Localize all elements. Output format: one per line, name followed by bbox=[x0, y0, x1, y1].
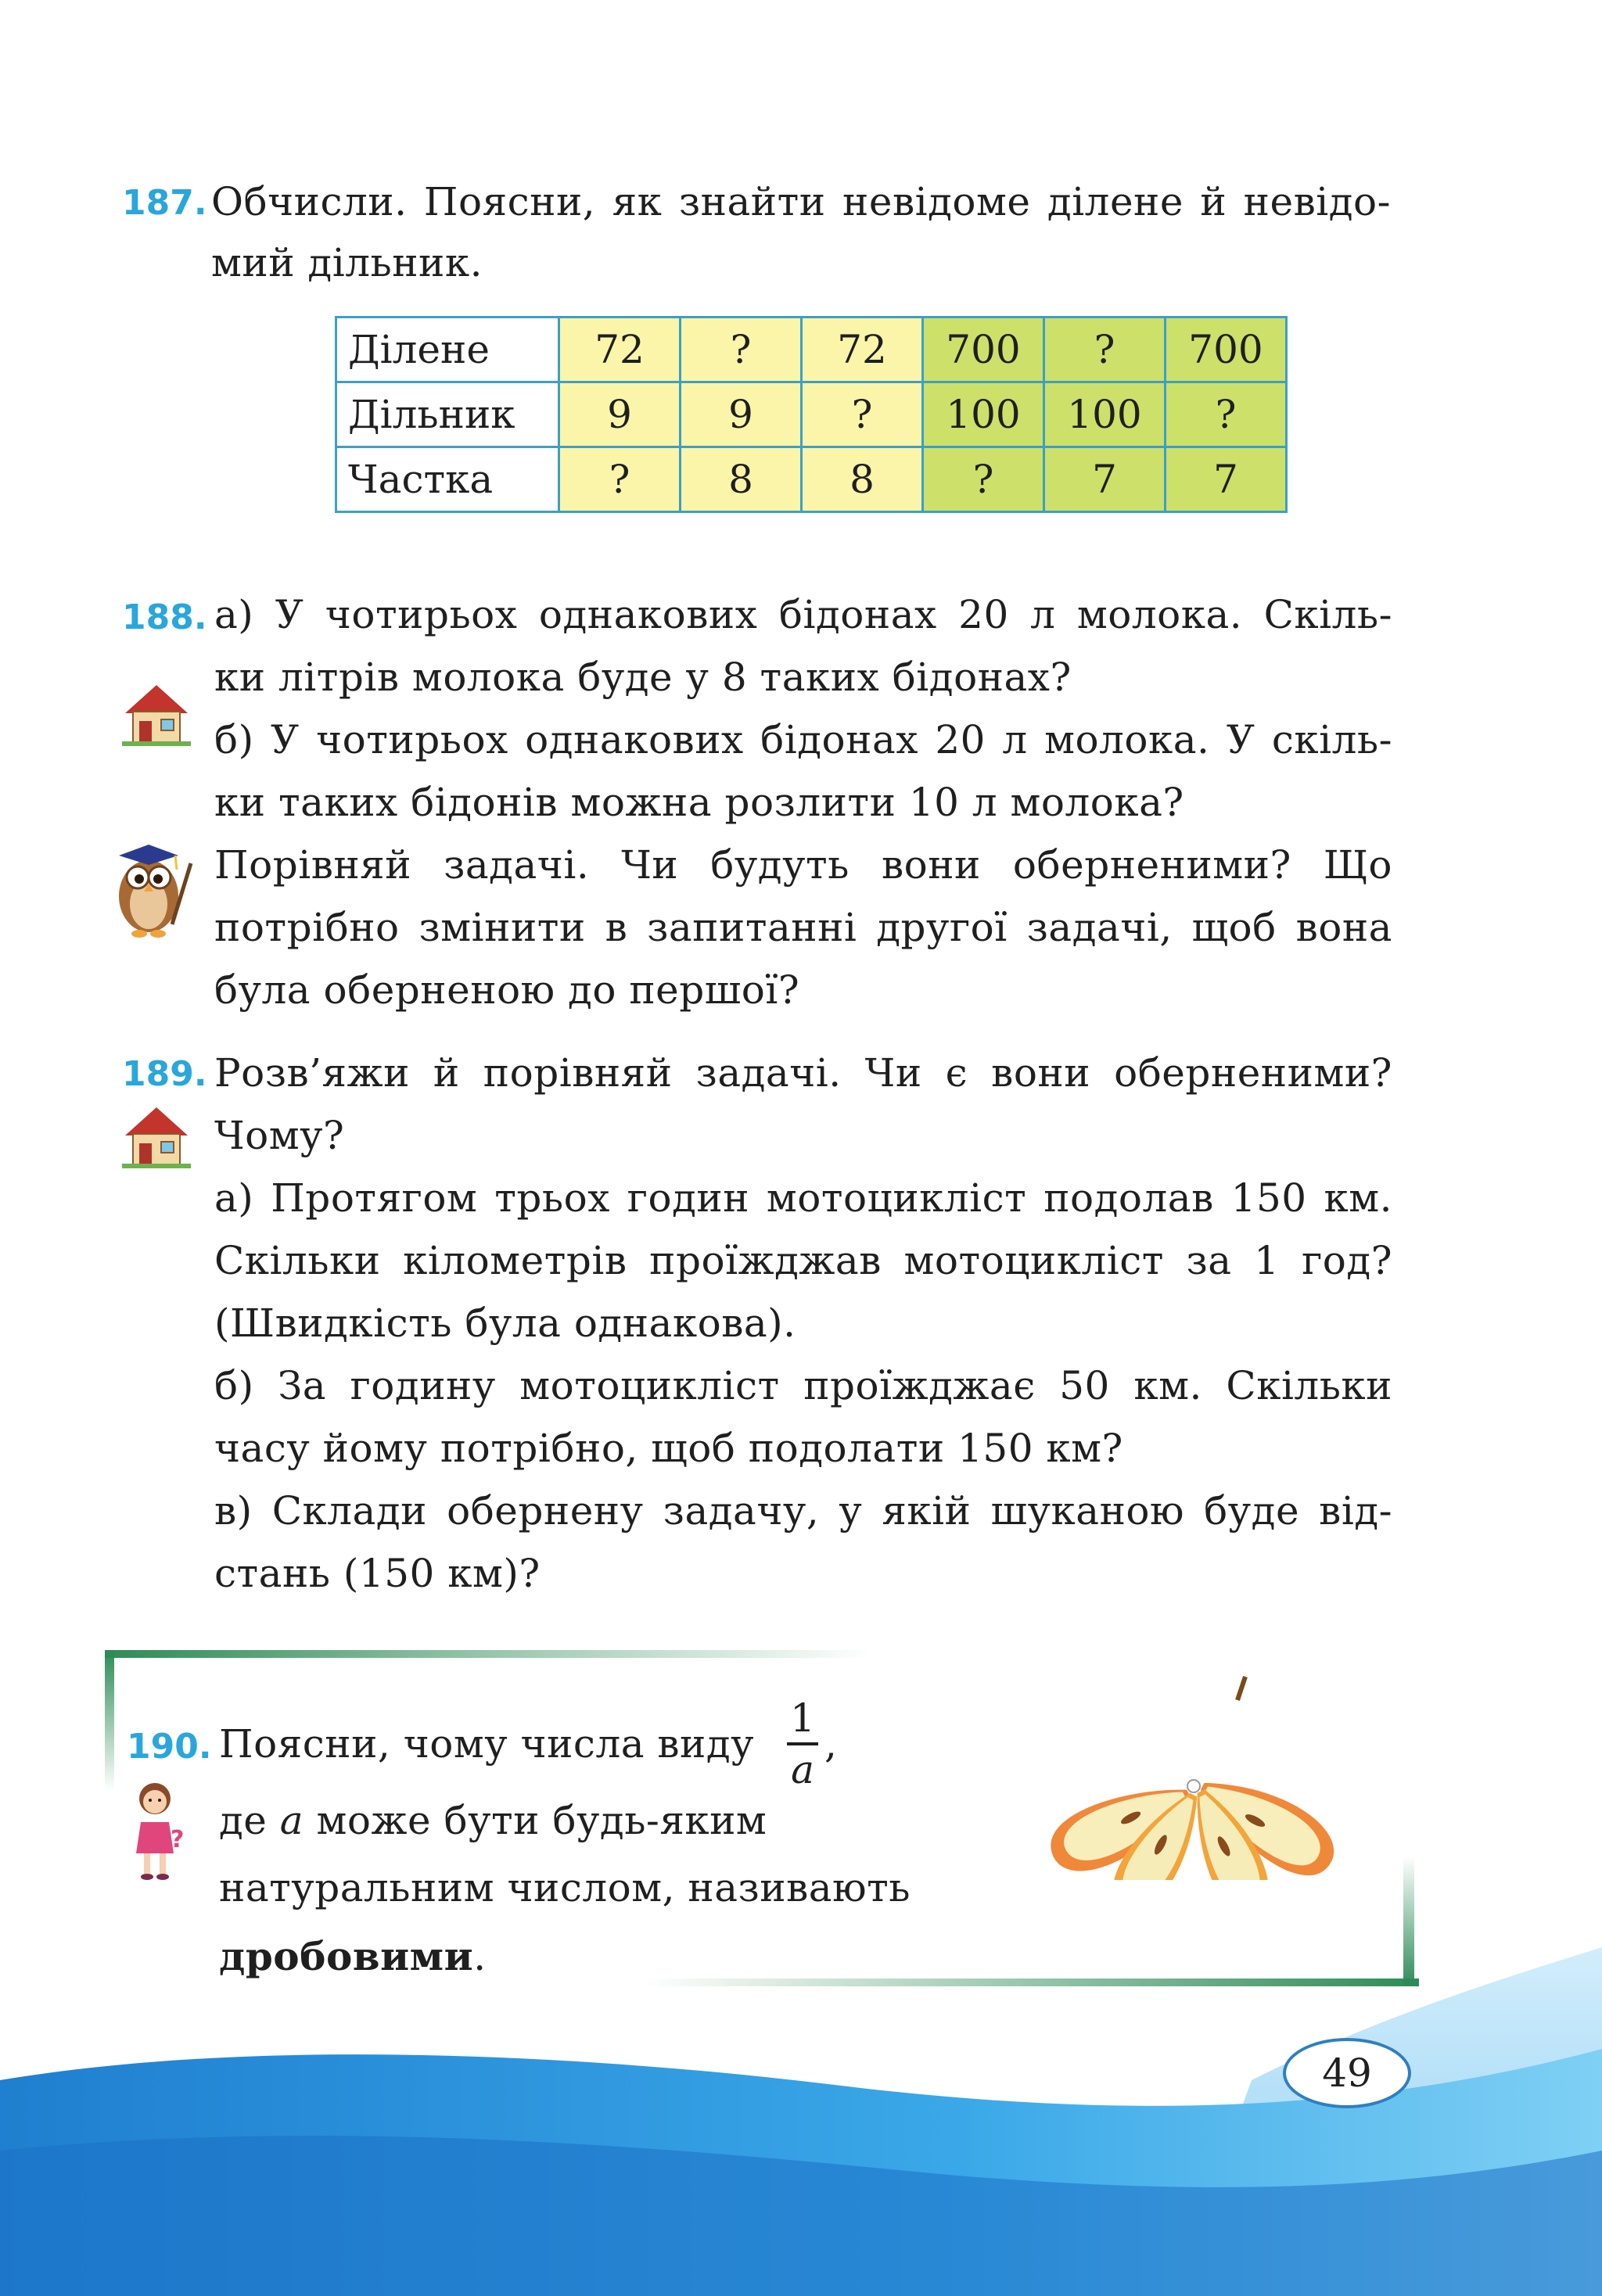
problem-189-line-4: Скільки кілометрів проїжджав мотоцикліст за 1 год? bbox=[214, 1238, 1392, 1283]
problem-190-line-2 bbox=[219, 1797, 767, 1844]
table-cell: 72 bbox=[802, 317, 923, 382]
house-icon bbox=[122, 682, 191, 746]
table-cell: ? bbox=[802, 382, 923, 447]
table-cell: 9 bbox=[681, 382, 802, 447]
row-label: Дільник bbox=[336, 382, 559, 447]
table-cell: 7 bbox=[1044, 447, 1166, 512]
table-cell: 8 bbox=[802, 447, 923, 512]
problem-187-line-1: Обчисли. Поясни, як знайти невідоме ділене й невідо- bbox=[211, 179, 1391, 224]
table-cell: ? bbox=[1044, 317, 1166, 382]
term-fractional: дробовими bbox=[219, 1933, 474, 1979]
variable-a: a bbox=[279, 1798, 304, 1843]
row-label: Ділене bbox=[336, 317, 559, 382]
table-cell: 8 bbox=[681, 447, 802, 512]
line-2-suffix: може бути будь-яким bbox=[316, 1798, 767, 1843]
fraction-bar bbox=[787, 1742, 818, 1745]
problem-189-line-7: часу йому потрібно, щоб подолати 150 км? bbox=[214, 1426, 1123, 1471]
line-4-period: . bbox=[473, 1934, 487, 1979]
problem-189-line-1: Розв’яжи й порівняй задачі. Чи є вони оберненими? bbox=[214, 1050, 1392, 1096]
problem-188-line-2: ки літрів молока буде у 8 таких бідонах? bbox=[214, 655, 1072, 700]
problem-189-line-8: в) Склади обернену задачу, у якій шуканою буде від- bbox=[214, 1488, 1392, 1534]
problem-190-number: 190. bbox=[127, 1727, 212, 1767]
problem-188-line-4: ки таких бідонів можна розлити 10 л молока? bbox=[214, 780, 1184, 825]
house-icon bbox=[122, 1104, 191, 1168]
line-2-prefix: де bbox=[219, 1798, 268, 1843]
problem-189-line-3: а) Протягом трьох годин мотоцикліст подолав 150 км. bbox=[214, 1175, 1392, 1221]
table-cell: 700 bbox=[1166, 317, 1287, 382]
table-cell: ? bbox=[1166, 382, 1287, 447]
problem-190-line-3: натуральним числом, називають bbox=[219, 1865, 911, 1910]
girl-icon bbox=[130, 1781, 185, 1882]
problem-189-line-9: стань (150 км)? bbox=[214, 1551, 541, 1596]
problem-188-line-5: Порівняй задачі. Чи будуть вони оберненими? Що bbox=[214, 842, 1392, 888]
fraction-comma: , bbox=[824, 1721, 838, 1767]
table-cell: 100 bbox=[923, 382, 1044, 447]
table-cell: ? bbox=[681, 317, 802, 382]
table-cell: 100 bbox=[1044, 382, 1166, 447]
apple-slices-image bbox=[1029, 1661, 1358, 1880]
row-label: Частка bbox=[336, 447, 559, 512]
fraction-numerator: 1 bbox=[790, 1695, 815, 1741]
table-row-divisor bbox=[336, 382, 1287, 447]
problem-190-line-1: Поясни, чому числа виду bbox=[219, 1721, 755, 1767]
division-table bbox=[335, 316, 1288, 513]
problem-188-line-6: потрібно змінити в запитанні другої задачі, щоб вона bbox=[214, 905, 1392, 950]
problem-189-line-2: Чому? bbox=[214, 1113, 345, 1158]
table-cell: 72 bbox=[559, 317, 681, 382]
owl-teacher-icon bbox=[110, 832, 194, 940]
table-cell: 7 bbox=[1166, 447, 1287, 512]
table-cell: ? bbox=[923, 447, 1044, 512]
svg-text:?: ? bbox=[171, 1826, 185, 1853]
table-row-dividend bbox=[336, 317, 1287, 382]
table-cell: 9 bbox=[559, 382, 681, 447]
problem-189-line-6: б) За годину мотоцикліст проїжджає 50 км. Скільки bbox=[214, 1363, 1392, 1408]
problem-188-line-3: б) У чотирьох однакових бідонах 20 л молока. У скіль- bbox=[214, 717, 1392, 762]
table-cell: ? bbox=[559, 447, 681, 512]
table-row-quotient bbox=[336, 447, 1287, 512]
table-cell: 700 bbox=[923, 317, 1044, 382]
problem-188-line-1: а) У чотирьох однакових бідонах 20 л молока. Скіль- bbox=[214, 592, 1392, 637]
page-number: 49 bbox=[1283, 2038, 1411, 2108]
problem-188-line-7: була оберненою до першої? bbox=[214, 967, 800, 1013]
problem-189-line-5: (Швидкість була однакова). bbox=[214, 1300, 796, 1346]
fraction-1-over-a bbox=[785, 1697, 820, 1791]
problem-187-number: 187. bbox=[122, 183, 207, 223]
problem-188-number: 188. bbox=[122, 597, 207, 637]
fraction-denominator: a bbox=[791, 1747, 814, 1792]
problem-189-number: 189. bbox=[122, 1054, 207, 1094]
problem-187-line-2: мий дільник. bbox=[211, 240, 483, 285]
